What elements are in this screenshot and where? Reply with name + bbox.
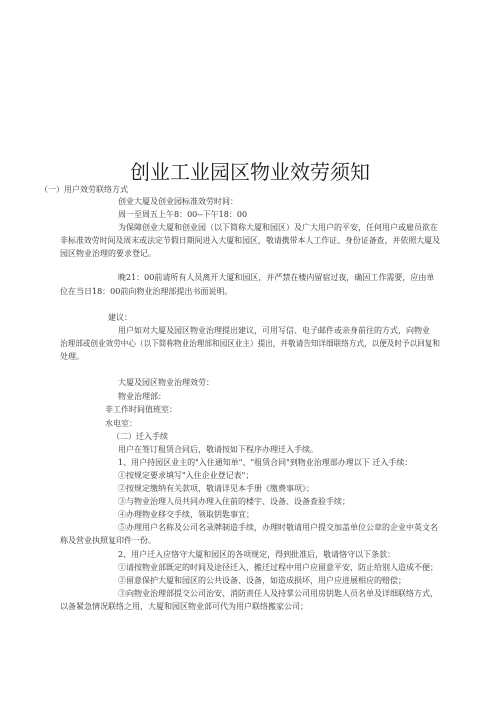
contact-item: 物业治理部：	[118, 392, 166, 401]
paragraph-line: 晚21：00前请所有人员离开大厦和园区，并严禁在楼内留宿过夜，确因工作需要，应由单	[118, 273, 435, 282]
list-item: ③向物业治理部提交公司治安、消防责任人及持掌公司用房钥匙人员名单及详细联络方式，	[118, 589, 438, 598]
document-title: 创业工业园区物业效劳须知	[130, 160, 370, 184]
list-item: 以备紧急情况联络之用，大厦和园区物业部可代为用户联络搬家公司；	[60, 602, 308, 611]
list-item: 2、用户迁入应恪守大厦和园区的各项规定，得到批准后，敬请恪守以下条款：	[118, 550, 396, 559]
list-item: ⑤办理用户名称及公司名录牌制造手续，办理时敬请用户提交加盖单位公章的企业中英文名	[118, 523, 438, 532]
list-item: 1、用户持园区业主的"入住通知单"、"租赁合同"到物业治理部办理以下 迁入手续：	[118, 458, 413, 467]
contact-item: 水电室：	[105, 419, 137, 428]
paragraph-line: 治理部或创业效劳中心（以下简称物业治理部和园区业主）提出，并敬请告知详细联络方式，以便及时予以回复和	[60, 339, 440, 348]
section-heading-contact: （一）用户效劳联络方式	[40, 185, 128, 194]
paragraph-line: 用户如对大厦及园区物业治理提出建议，可用写信、电子邮件或亲身前往的方式，向物业	[118, 326, 430, 335]
paragraph-line: 为保障创业大厦和创业园（以下简称大厦和园区）及广大用户的平安，任何用户或雇员欲在	[118, 223, 438, 232]
list-item: ④办理物业移交手续，领取钥匙事宜；	[118, 510, 254, 519]
paragraph-line: 园区物业治理的要求登记。	[60, 249, 156, 258]
list-item: ①请按物业部既定的时间及途径迁入，搬迁过程中用户应留意平安，防止给别人造成不便；	[118, 563, 438, 572]
service-hours-label: 创业大厦及创业园标准效劳时间：	[118, 197, 238, 206]
paragraph-line: 用户在签订租赁合同后，敬请按如下程序办理迁入手续。	[118, 445, 318, 454]
suggestion-heading: 建议：	[108, 313, 132, 322]
list-item: ③与物业治理人员共同办理入住前的楼宇、设备、设备查验手续；	[118, 497, 350, 506]
property-service-heading: 大厦及园区物业治理效劳：	[118, 378, 214, 387]
list-item: ①按规定要求填写"入住企业登记表"；	[118, 471, 254, 480]
paragraph-line: 处理。	[60, 352, 84, 361]
paragraph-line: 非标准效劳时间及周末或法定节假日期间进入大厦和园区，敬请携带本人工作证、身份证备查，并依照大厦及	[60, 236, 441, 245]
contact-item: 非工作时间值班室：	[105, 405, 177, 414]
list-item: 称及营业执照复印件一份。	[60, 536, 156, 545]
section-heading-move-in: （二）迁入手续	[112, 432, 168, 441]
paragraph-line: 位在当日18：00前向物业治理部提出书面说明。	[60, 287, 233, 296]
list-item: ②留意保护大厦和园区的公共设备、设备，如造成损坏，用户应进展相应的赔偿；	[118, 576, 406, 585]
list-item: ②按规定缴纳有关款项，敬请详见本手册《缴费事项》；	[118, 484, 314, 493]
service-hours-value: 周一至周五上午8：00--下午18：00	[118, 210, 248, 219]
